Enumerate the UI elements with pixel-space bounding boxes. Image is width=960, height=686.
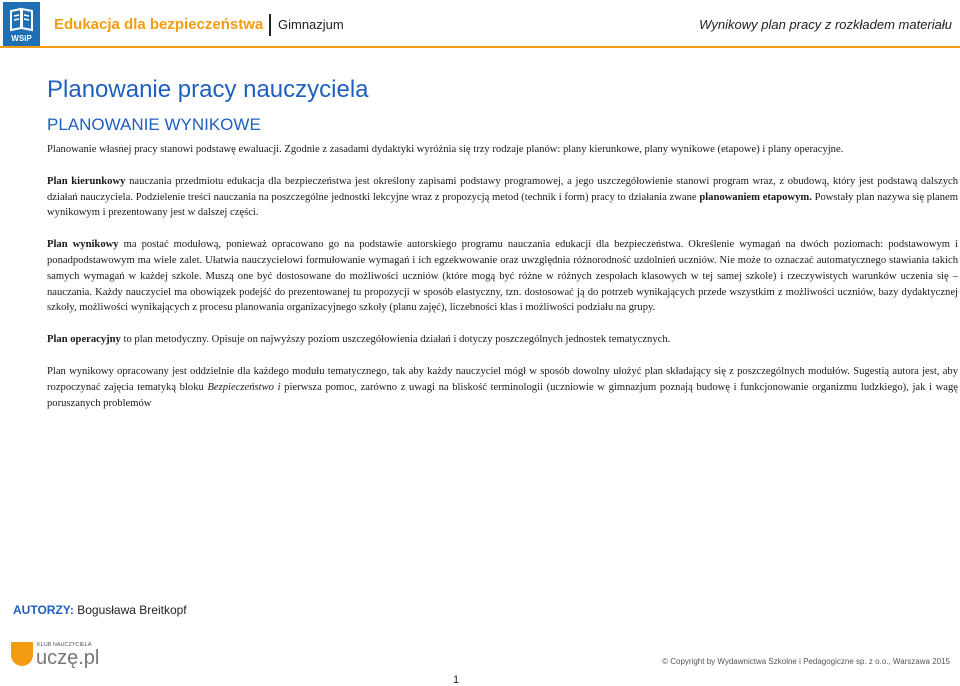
page-subtitle: PLANOWANIE WYNIKOWE bbox=[47, 115, 261, 134]
plan-operacyjny-text: to plan metodyczny. Opisuje on najwyższy poziom uszczegółowienia działań i dotyczy poszczególnych jednostek tematycznych. bbox=[120, 334, 671, 346]
term-plan-kierunkowy: Plan kierunkowy bbox=[47, 175, 126, 187]
document-type: Wynikowy plan pracy z rozkładem materiału bbox=[699, 17, 952, 32]
paragraph-intro bbox=[47, 142, 958, 158]
paragraph-plan-wynikowy bbox=[47, 237, 958, 316]
paragraph-modules bbox=[47, 364, 958, 411]
ucze-pl-logo[interactable] bbox=[11, 642, 111, 668]
author-label: AUTORZY: bbox=[13, 603, 74, 617]
block-name: Bezpieczeństwo i bbox=[207, 381, 281, 393]
site-title[interactable]: Edukacja dla bezpieczeństwa bbox=[54, 16, 264, 33]
header-rule bbox=[0, 46, 960, 48]
term-plan-operacyjny: Plan operacyjny bbox=[47, 334, 121, 346]
paragraph-plan-kierunkowy bbox=[47, 174, 958, 221]
bird-icon bbox=[11, 642, 33, 666]
document-body bbox=[47, 142, 958, 411]
club-name: uczę.pl bbox=[36, 647, 100, 669]
copyright-notice: © Copyright by Wydawnictwa Szkolne i Pedagogiczne sp. z o.o., Warszawa 2015 bbox=[662, 657, 950, 666]
wsip-logo[interactable] bbox=[3, 2, 40, 46]
author-line bbox=[13, 603, 187, 617]
book-icon bbox=[9, 6, 34, 32]
section-label: Gimnazjum bbox=[278, 17, 344, 32]
term-planowanie-etapowe: planowaniem etapowym. bbox=[699, 191, 812, 203]
plan-kierunkowy-text: nauczania przedmiotu edukacja dla bezpieczeństwa jest określony zapisami podstawy programowej, a jego uszczegółowienie stanowi program wraz, z obudową, który jest podstawą dalszych działań nauczyciela. Podzielenie treści nauczania na poszczególne jednostki lekcyjne wraz z propozycją metod (technik i form) pracy to działania zwane bbox=[47, 175, 958, 203]
page-number: 1 bbox=[453, 674, 460, 686]
club-label: KLUB NAUCZYCIELA bbox=[37, 642, 92, 648]
intro-text: Planowanie własnej pracy stanowi podstawę ewaluacji. Zgodnie z zasadami dydaktyki wyróżnia się trzy rodzaje planów: plany kierunkowe, plany wynikowe (etapowe) i plany operacyjne. bbox=[47, 144, 844, 155]
page-header bbox=[0, 0, 960, 48]
plan-wynikowy-text: ma postać modułową, ponieważ opracowano go na podstawie autorskiego programu nauczania edukacji dla bezpieczeństwa. Określenie wymagań na dwóch poziomach: podstawowym i ponadpodstawowym ma wiele zalet. Ułatwia nauczycielowi formułowanie wymagań i ich egzekwowanie oraz uwzględnia różnorodność uzdolnień uczniów. Nie może to oznaczać automatycznego stawiania takich samych wymagań w każdej szkole. Muszą one być dostosowane do możliwości uczniów (które mogą być różne w różnych zespołach klasowych w tej samej szkole) i rzeczywistych warunków uczenia się – nauczania. Każdy nauczyciel ma obowiązek podejść do prezentowanej tu propozycji w sposób elastyczny, tzn. dostosować ją do potrzeb wynikających przede wszystkim z możliwości uczniów, bazy dydaktycznej szkoły, możliwości wynikających z procesu planowania organizacyjnego szkoły (planu zajęć), liczebności klas i możliwości podziału na grupy. bbox=[47, 239, 959, 314]
author-name: Bogusława Breitkopf bbox=[73, 603, 187, 617]
paragraph-plan-operacyjny bbox=[47, 332, 958, 348]
header-divider bbox=[269, 14, 271, 36]
modules-text-end: pierwsza pomoc, zarówno z uwagi na bliskość terminologii (uczniowie w gimnazjum poznają budowę i funkcjonowanie organizmu ludzkiego), jak i wagę poruszanych problemów bbox=[47, 381, 958, 409]
logo-text: WSiP bbox=[11, 34, 32, 43]
modules-text: Plan wynikowy opracowany jest oddzielnie dla każdego modułu tematycznego, tak aby każdy nauczyciel mógł w sposób dowolny ułożyć plan składający się z poszczególnych modułów. Sugestią autora jest, aby rozpoczynać zajęcia tematyką bloku bbox=[47, 365, 958, 393]
page-title: Planowanie pracy nauczyciela bbox=[47, 76, 369, 103]
plan-kierunkowy-text-end: Powstały plan nazywa się planem wynikowym i prezentowany jest w dalszej części. bbox=[47, 191, 958, 219]
term-plan-wynikowy: Plan wynikowy bbox=[47, 239, 119, 251]
